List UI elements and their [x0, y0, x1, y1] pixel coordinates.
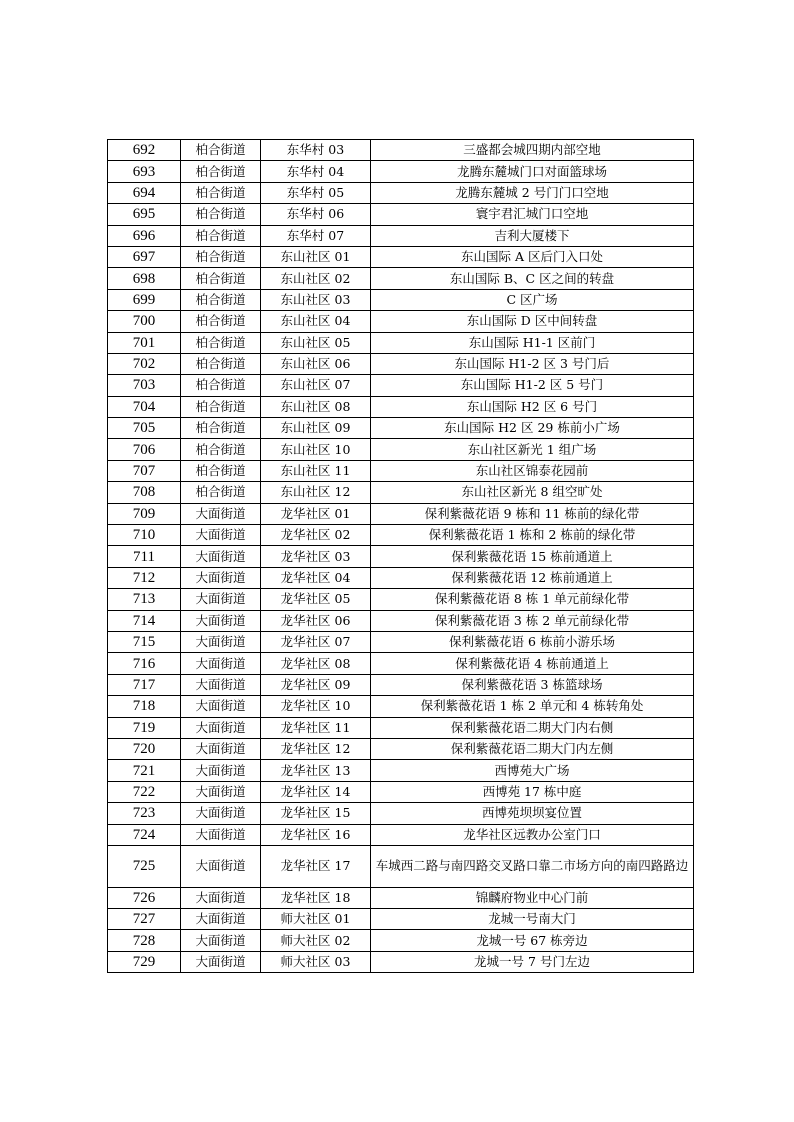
street-cell: 大面街道	[181, 781, 261, 802]
table-row	[108, 589, 694, 610]
location-cell: 龙城一号 7 号门左边	[371, 951, 694, 972]
row-number-cell: 693	[108, 161, 181, 182]
site-code-cell: 龙华社区 05	[261, 589, 371, 610]
location-cell: 东山社区锦泰花园前	[371, 460, 694, 481]
table-row	[108, 610, 694, 631]
table-row	[108, 311, 694, 332]
table-row	[108, 225, 694, 246]
site-code-cell: 东华村 04	[261, 161, 371, 182]
site-code-cell: 东山社区 06	[261, 353, 371, 374]
street-cell: 大面街道	[181, 610, 261, 631]
site-code-cell: 东山社区 08	[261, 396, 371, 417]
row-number-cell: 697	[108, 246, 181, 267]
row-number-cell: 701	[108, 332, 181, 353]
site-code-cell: 龙华社区 08	[261, 653, 371, 674]
street-cell: 大面街道	[181, 909, 261, 930]
site-table-body	[108, 140, 694, 973]
table-row	[108, 140, 694, 161]
site-code-cell: 东山社区 07	[261, 375, 371, 396]
site-code-cell: 龙华社区 14	[261, 781, 371, 802]
site-code-cell: 东华村 06	[261, 204, 371, 225]
row-number-cell: 720	[108, 738, 181, 759]
table-row	[108, 696, 694, 717]
table-row	[108, 824, 694, 845]
location-cell: 东山国际 H1-2 区 5 号门	[371, 375, 694, 396]
street-cell: 大面街道	[181, 887, 261, 908]
table-row	[108, 161, 694, 182]
location-cell: 保利紫薇花语 3 栋 2 单元前绿化带	[371, 610, 694, 631]
row-number-cell: 726	[108, 887, 181, 908]
site-code-cell: 东山社区 03	[261, 289, 371, 310]
table-row	[108, 803, 694, 824]
row-number-cell: 718	[108, 696, 181, 717]
location-cell: 龙城一号南大门	[371, 909, 694, 930]
location-cell: 锦麟府物业中心门前	[371, 887, 694, 908]
street-cell: 柏合街道	[181, 246, 261, 267]
street-cell: 柏合街道	[181, 375, 261, 396]
site-code-cell: 东山社区 12	[261, 482, 371, 503]
street-cell: 大面街道	[181, 567, 261, 588]
site-code-cell: 龙华社区 07	[261, 631, 371, 652]
table-row	[108, 332, 694, 353]
street-cell: 大面街道	[181, 824, 261, 845]
location-cell: 东山国际 H2 区 29 栋前小广场	[371, 418, 694, 439]
table-row	[108, 887, 694, 908]
row-number-cell: 728	[108, 930, 181, 951]
site-code-cell: 东山社区 10	[261, 439, 371, 460]
location-cell: 寰宇君汇城门口空地	[371, 204, 694, 225]
street-cell: 柏合街道	[181, 225, 261, 246]
location-cell: 龙城一号 67 栋旁边	[371, 930, 694, 951]
table-row	[108, 482, 694, 503]
location-cell: C 区广场	[371, 289, 694, 310]
row-number-cell: 699	[108, 289, 181, 310]
location-cell: 保利紫薇花语二期大门内右侧	[371, 717, 694, 738]
location-cell: 龙腾东麓城 2 号门门口空地	[371, 182, 694, 203]
street-cell: 大面街道	[181, 696, 261, 717]
street-cell: 大面街道	[181, 546, 261, 567]
site-code-cell: 龙华社区 06	[261, 610, 371, 631]
location-cell: 龙腾东麓城门口对面篮球场	[371, 161, 694, 182]
site-code-cell: 东华村 07	[261, 225, 371, 246]
row-number-cell: 702	[108, 353, 181, 374]
location-cell: 东山国际 H1-2 区 3 号门后	[371, 353, 694, 374]
row-number-cell: 696	[108, 225, 181, 246]
row-number-cell: 708	[108, 482, 181, 503]
row-number-cell: 692	[108, 140, 181, 161]
table-row	[108, 631, 694, 652]
site-code-cell: 东山社区 11	[261, 460, 371, 481]
location-cell: 保利紫薇花语 8 栋 1 单元前绿化带	[371, 589, 694, 610]
street-cell: 柏合街道	[181, 204, 261, 225]
site-code-cell: 龙华社区 13	[261, 760, 371, 781]
row-number-cell: 724	[108, 824, 181, 845]
site-code-cell: 师大社区 02	[261, 930, 371, 951]
site-code-cell: 龙华社区 15	[261, 803, 371, 824]
street-cell: 柏合街道	[181, 439, 261, 460]
street-cell: 大面街道	[181, 845, 261, 887]
street-cell: 大面街道	[181, 589, 261, 610]
table-row	[108, 930, 694, 951]
row-number-cell: 695	[108, 204, 181, 225]
location-cell: 保利紫薇花语 4 栋前通道上	[371, 653, 694, 674]
row-number-cell: 729	[108, 951, 181, 972]
location-cell: 保利紫薇花语 1 栋 2 单元和 4 栋转角处	[371, 696, 694, 717]
location-cell: 西博苑 17 栋中庭	[371, 781, 694, 802]
site-code-cell: 龙华社区 17	[261, 845, 371, 887]
table-row	[108, 781, 694, 802]
table-row	[108, 653, 694, 674]
row-number-cell: 717	[108, 674, 181, 695]
location-cell: 西博苑大广场	[371, 760, 694, 781]
site-code-cell: 东山社区 02	[261, 268, 371, 289]
table-row	[108, 503, 694, 524]
row-number-cell: 698	[108, 268, 181, 289]
row-number-cell: 716	[108, 653, 181, 674]
table-row	[108, 674, 694, 695]
row-number-cell: 719	[108, 717, 181, 738]
site-code-cell: 龙华社区 09	[261, 674, 371, 695]
table-row	[108, 289, 694, 310]
row-number-cell: 703	[108, 375, 181, 396]
table-row	[108, 375, 694, 396]
row-number-cell: 710	[108, 525, 181, 546]
row-number-cell: 714	[108, 610, 181, 631]
site-code-cell: 东华村 05	[261, 182, 371, 203]
row-number-cell: 727	[108, 909, 181, 930]
row-number-cell: 706	[108, 439, 181, 460]
row-number-cell: 709	[108, 503, 181, 524]
row-number-cell: 694	[108, 182, 181, 203]
site-code-cell: 东华村 03	[261, 140, 371, 161]
street-cell: 大面街道	[181, 951, 261, 972]
location-cell: 东山社区新光 8 组空旷处	[371, 482, 694, 503]
site-code-cell: 龙华社区 04	[261, 567, 371, 588]
street-cell: 大面街道	[181, 653, 261, 674]
table-row	[108, 204, 694, 225]
location-cell: 东山国际 A 区后门入口处	[371, 246, 694, 267]
row-number-cell: 721	[108, 760, 181, 781]
street-cell: 柏合街道	[181, 161, 261, 182]
street-cell: 柏合街道	[181, 418, 261, 439]
site-code-cell: 龙华社区 03	[261, 546, 371, 567]
site-code-cell: 龙华社区 18	[261, 887, 371, 908]
table-row	[108, 909, 694, 930]
location-cell: 保利紫薇花语 6 栋前小游乐场	[371, 631, 694, 652]
site-code-cell: 龙华社区 11	[261, 717, 371, 738]
location-cell: 保利紫薇花语 9 栋和 11 栋前的绿化带	[371, 503, 694, 524]
table-row	[108, 396, 694, 417]
site-code-cell: 师大社区 03	[261, 951, 371, 972]
location-cell: 三盛都会城四期内部空地	[371, 140, 694, 161]
site-code-cell: 师大社区 01	[261, 909, 371, 930]
table-row	[108, 567, 694, 588]
location-cell: 保利紫薇花语 1 栋和 2 栋前的绿化带	[371, 525, 694, 546]
table-row	[108, 353, 694, 374]
street-cell: 大面街道	[181, 525, 261, 546]
location-cell: 西博苑坝坝宴位置	[371, 803, 694, 824]
table-row	[108, 182, 694, 203]
table-row	[108, 546, 694, 567]
street-cell: 大面街道	[181, 803, 261, 824]
street-cell: 柏合街道	[181, 311, 261, 332]
site-code-cell: 龙华社区 01	[261, 503, 371, 524]
street-cell: 大面街道	[181, 717, 261, 738]
location-cell: 保利紫薇花语 3 栋篮球场	[371, 674, 694, 695]
street-cell: 大面街道	[181, 631, 261, 652]
row-number-cell: 704	[108, 396, 181, 417]
table-row	[108, 738, 694, 759]
site-table	[107, 139, 694, 973]
street-cell: 柏合街道	[181, 353, 261, 374]
row-number-cell: 713	[108, 589, 181, 610]
row-number-cell: 700	[108, 311, 181, 332]
table-row	[108, 760, 694, 781]
location-cell: 保利紫薇花语二期大门内左侧	[371, 738, 694, 759]
location-cell: 吉利大厦楼下	[371, 225, 694, 246]
street-cell: 大面街道	[181, 738, 261, 759]
location-cell: 车城西二路与南四路交叉路口靠二市场方向的南四路路边	[371, 845, 694, 887]
location-cell: 保利紫薇花语 15 栋前通道上	[371, 546, 694, 567]
table-row	[108, 246, 694, 267]
site-code-cell: 龙华社区 12	[261, 738, 371, 759]
site-code-cell: 龙华社区 16	[261, 824, 371, 845]
row-number-cell: 723	[108, 803, 181, 824]
table-row	[108, 418, 694, 439]
location-cell: 东山社区新光 1 组广场	[371, 439, 694, 460]
location-cell: 东山国际 H2 区 6 号门	[371, 396, 694, 417]
street-cell: 大面街道	[181, 930, 261, 951]
street-cell: 柏合街道	[181, 396, 261, 417]
street-cell: 大面街道	[181, 760, 261, 781]
row-number-cell: 712	[108, 567, 181, 588]
street-cell: 柏合街道	[181, 182, 261, 203]
site-code-cell: 东山社区 09	[261, 418, 371, 439]
table-row	[108, 525, 694, 546]
location-cell: 东山国际 B、C 区之间的转盘	[371, 268, 694, 289]
row-number-cell: 705	[108, 418, 181, 439]
site-code-cell: 龙华社区 02	[261, 525, 371, 546]
table-row	[108, 951, 694, 972]
row-number-cell: 711	[108, 546, 181, 567]
location-cell: 龙华社区远教办公室门口	[371, 824, 694, 845]
street-cell: 柏合街道	[181, 268, 261, 289]
table-row	[108, 439, 694, 460]
location-cell: 东山国际 H1-1 区前门	[371, 332, 694, 353]
table-row	[108, 268, 694, 289]
table-row	[108, 460, 694, 481]
location-cell: 东山国际 D 区中间转盘	[371, 311, 694, 332]
table-row	[108, 845, 694, 887]
site-code-cell: 东山社区 01	[261, 246, 371, 267]
street-cell: 柏合街道	[181, 332, 261, 353]
location-cell: 保利紫薇花语 12 栋前通道上	[371, 567, 694, 588]
site-code-cell: 龙华社区 10	[261, 696, 371, 717]
street-cell: 柏合街道	[181, 289, 261, 310]
street-cell: 柏合街道	[181, 482, 261, 503]
row-number-cell: 715	[108, 631, 181, 652]
table-row	[108, 717, 694, 738]
row-number-cell: 707	[108, 460, 181, 481]
street-cell: 柏合街道	[181, 140, 261, 161]
site-code-cell: 东山社区 04	[261, 311, 371, 332]
row-number-cell: 725	[108, 845, 181, 887]
site-code-cell: 东山社区 05	[261, 332, 371, 353]
street-cell: 大面街道	[181, 503, 261, 524]
street-cell: 大面街道	[181, 674, 261, 695]
street-cell: 柏合街道	[181, 460, 261, 481]
row-number-cell: 722	[108, 781, 181, 802]
